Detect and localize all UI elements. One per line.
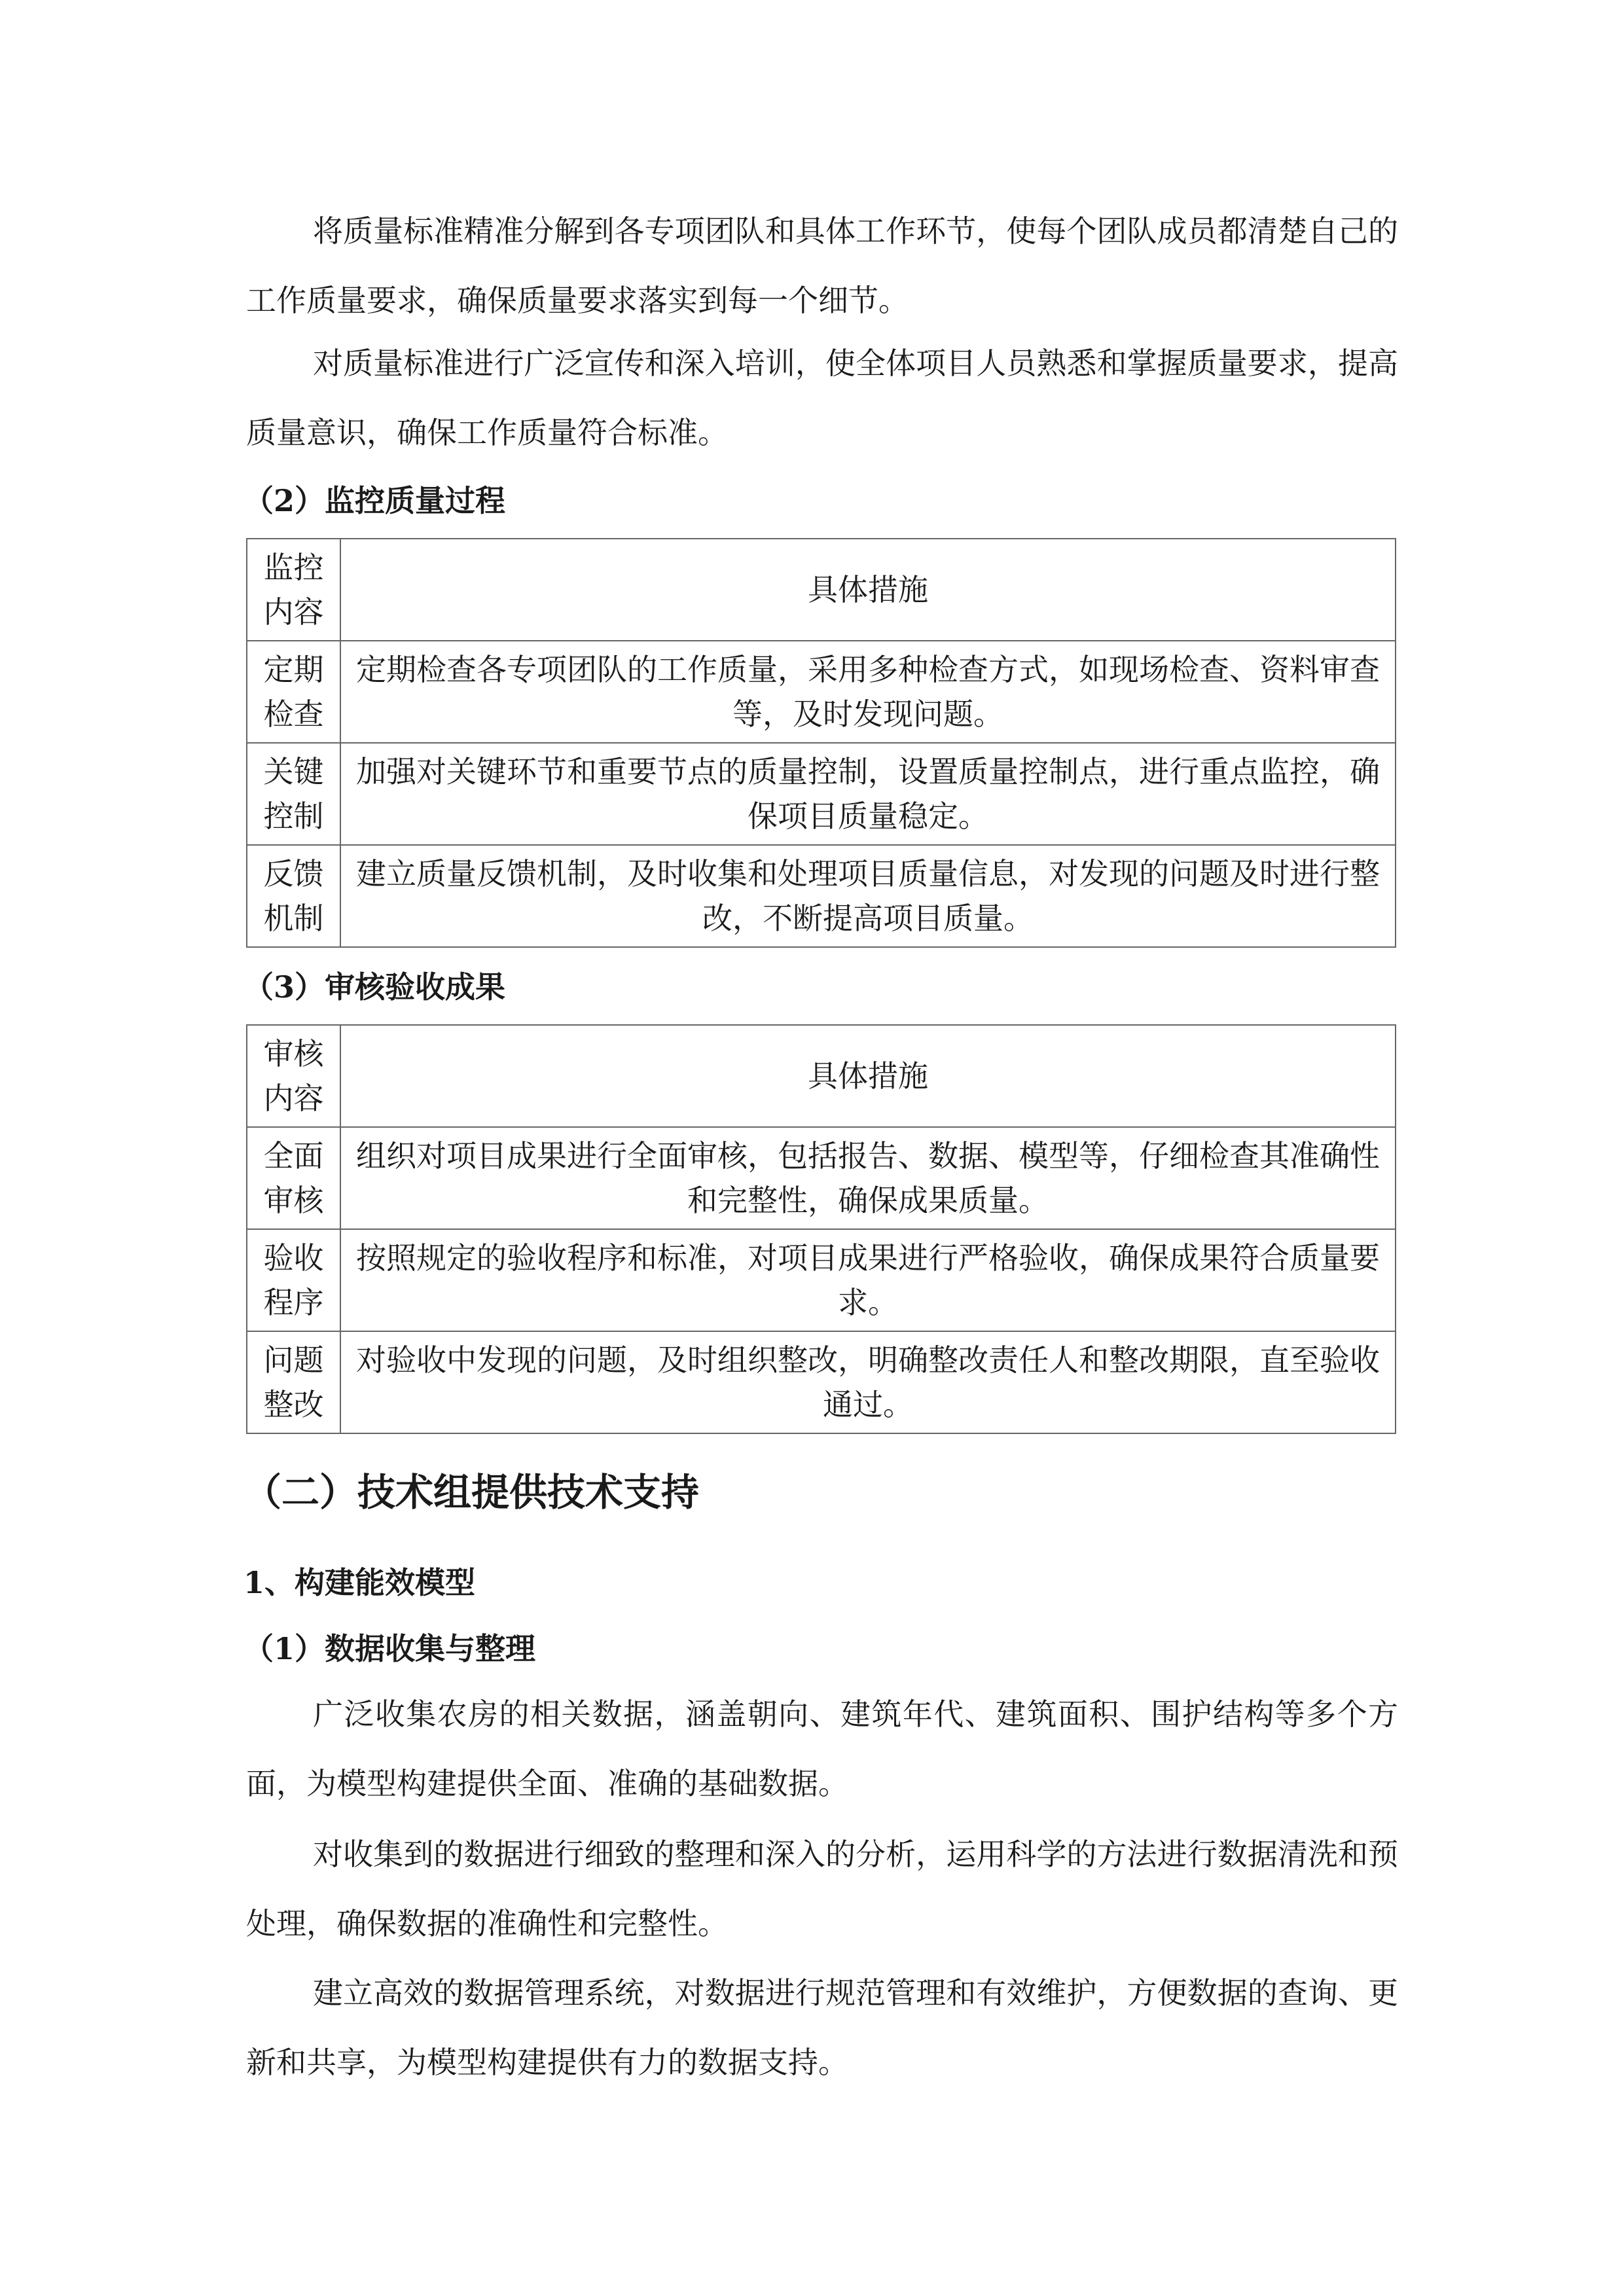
table-row [247,1331,1396,1433]
paragraph: 将质量标准精准分解到各专项团队和具体工作环节，使每个团队成员都清楚自己的工作质量要求，确保质量要求落实到每一个细节。 [246,213,1398,318]
paragraph: 广泛收集农房的相关数据，涵盖朝向、建筑年代、建筑面积、围护结构等多个方面，为模型构建提供全面、准确的基础数据。 [246,1696,1398,1801]
table-cell: 建立质量反馈机制，及时收集和处理项目质量信息，对发现的问题及时进行整改，不断提高项目质量。 [340,845,1396,947]
table-cell: 按照规定的验收程序和标准，对项目成果进行严格验收，确保成果符合质量要求。 [340,1229,1396,1331]
paragraph: 对收集到的数据进行细致的整理和深入的分析，运用科学的方法进行数据清洗和预处理，确保数据的准确性和完整性。 [246,1837,1398,1941]
table-row [247,743,1396,845]
table-cell: 反馈机制 [247,845,340,947]
table-cell: 问题整改 [247,1331,340,1433]
table-row [247,1127,1396,1229]
table-row [247,1229,1396,1331]
acceptance-table [246,1024,1396,1434]
table-cell: 定期检查 [247,641,340,743]
section-heading: （2）监控质量过程 [244,483,506,518]
section-heading: （3）审核验收成果 [244,969,506,1005]
table-cell: 关键控制 [247,743,340,845]
table-cell: 对验收中发现的问题，及时组织整改，明确整改责任人和整改期限，直至验收通过。 [340,1331,1396,1433]
table-header-cell: 具体措施 [340,539,1396,641]
paragraph: 建立高效的数据管理系统，对数据进行规范管理和有效维护，方便数据的查询、更新和共享，为模型构建提供有力的数据支持。 [246,1975,1398,2080]
chapter-heading: （二）技术组提供技术支持 [244,1470,700,1515]
subsection-heading: 1、构建能效模型 [244,1565,476,1600]
table-header-cell: 审核内容 [247,1025,340,1127]
table-cell: 定期检查各专项团队的工作质量，采用多种检查方式，如现场检查、资料审查等，及时发现问题。 [340,641,1396,743]
table-header-row [247,1025,1396,1127]
table-header-cell: 具体措施 [340,1025,1396,1127]
table-header-cell: 监控内容 [247,539,340,641]
table-header-row [247,539,1396,641]
table-row [247,845,1396,947]
monitoring-table [246,538,1396,948]
table-cell: 组织对项目成果进行全面审核，包括报告、数据、模型等，仔细检查其准确性和完整性，确保成果质量。 [340,1127,1396,1229]
paragraph: 对质量标准进行广泛宣传和深入培训，使全体项目人员熟悉和掌握质量要求，提高质量意识，确保工作质量符合标准。 [246,346,1398,450]
table-cell: 加强对关键环节和重要节点的质量控制，设置质量控制点，进行重点监控，确保项目质量稳定。 [340,743,1396,845]
table-cell: 全面审核 [247,1127,340,1229]
table-row [247,641,1396,743]
subsection-heading: （1）数据收集与整理 [244,1631,536,1666]
table-cell: 验收程序 [247,1229,340,1331]
